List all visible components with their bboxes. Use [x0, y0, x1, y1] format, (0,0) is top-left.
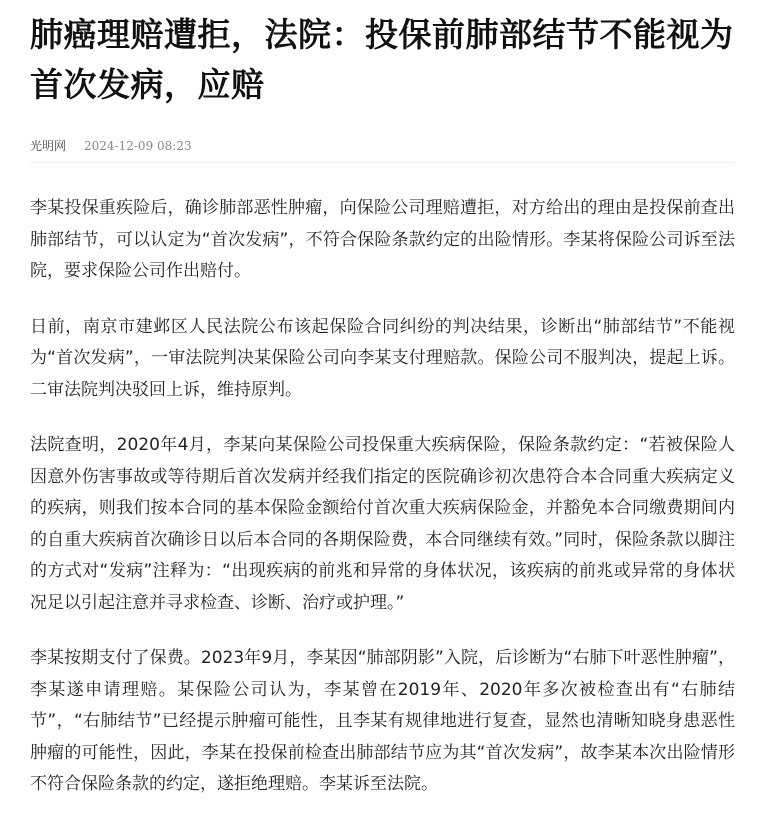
article-title: 肺癌理赔遭拒，法院：投保前肺部结节不能视为首次发病，应赔	[30, 15, 734, 104]
paragraph: 法院查明，2020年4月，李某向某保险公司投保重大疾病保险，保险条款约定：“若被保险人因意外伤害事故或等待期后首次发病并经我们指定的医院确诊初次患符合本合同重大疾病定义的疾病，则我们按本合同的基本保险金额给付首次重大疾病保险金，并豁免本合同缴费期间内的自重大疾病首次确诊日以后本合同的各期保险费，本合同继续有效。”同时，保险条款以脚注的方式对“发病”注释为：“出现疾病的前兆和异常的身体状况，该疾病的前兆或异常的身体状况足以引起注意并寻求检查、诊断、治疗或护理。”	[30, 435, 735, 613]
paragraph: 李某投保重疾险后，确诊肺部恶性肿瘤，向保险公司理赔遭拒，对方给出的理由是投保前查出肺部结节，可以认定为“首次发病”，不符合保险条款约定的出险情形。李某将保险公司诉至法院，要求保险公司作出赔付。	[30, 198, 735, 281]
article-body	[30, 193, 735, 801]
publish-date: 2024-12-09 08:23	[84, 139, 192, 153]
meta-divider	[30, 162, 735, 163]
paragraph: 李某按期支付了保费。2023年9月，李某因“肺部阴影”入院，后诊断为“右肺下叶恶性肿瘤”，李某遂申请理赔。某保险公司认为，李某曾在2019年、2020年多次被检查出有“右肺结节”，“右肺结节”已经提示肿瘤可能性，且李某有规律地进行复查，显然也清晰知晓身患恶性肿瘤的可能性，因此，李某在投保前检查出肺部结节应为其“首次发病”，故李某本次出险情形不符合保险条款的约定，遂拒绝理赔。李某诉至法院。	[30, 648, 735, 794]
paragraph: 日前，南京市建邺区人民法院公布该起保险合同纠纷的判决结果，诊断出“肺部结节”不能视为“首次发病”，一审法院判决某保险公司向李某支付理赔款。保险公司不服判决，提起上诉。二审法院判决驳回上诉，维持原判。	[30, 316, 735, 400]
article	[30, 0, 735, 825]
article-meta	[30, 138, 735, 162]
article-source[interactable]: 光明网	[30, 139, 67, 153]
